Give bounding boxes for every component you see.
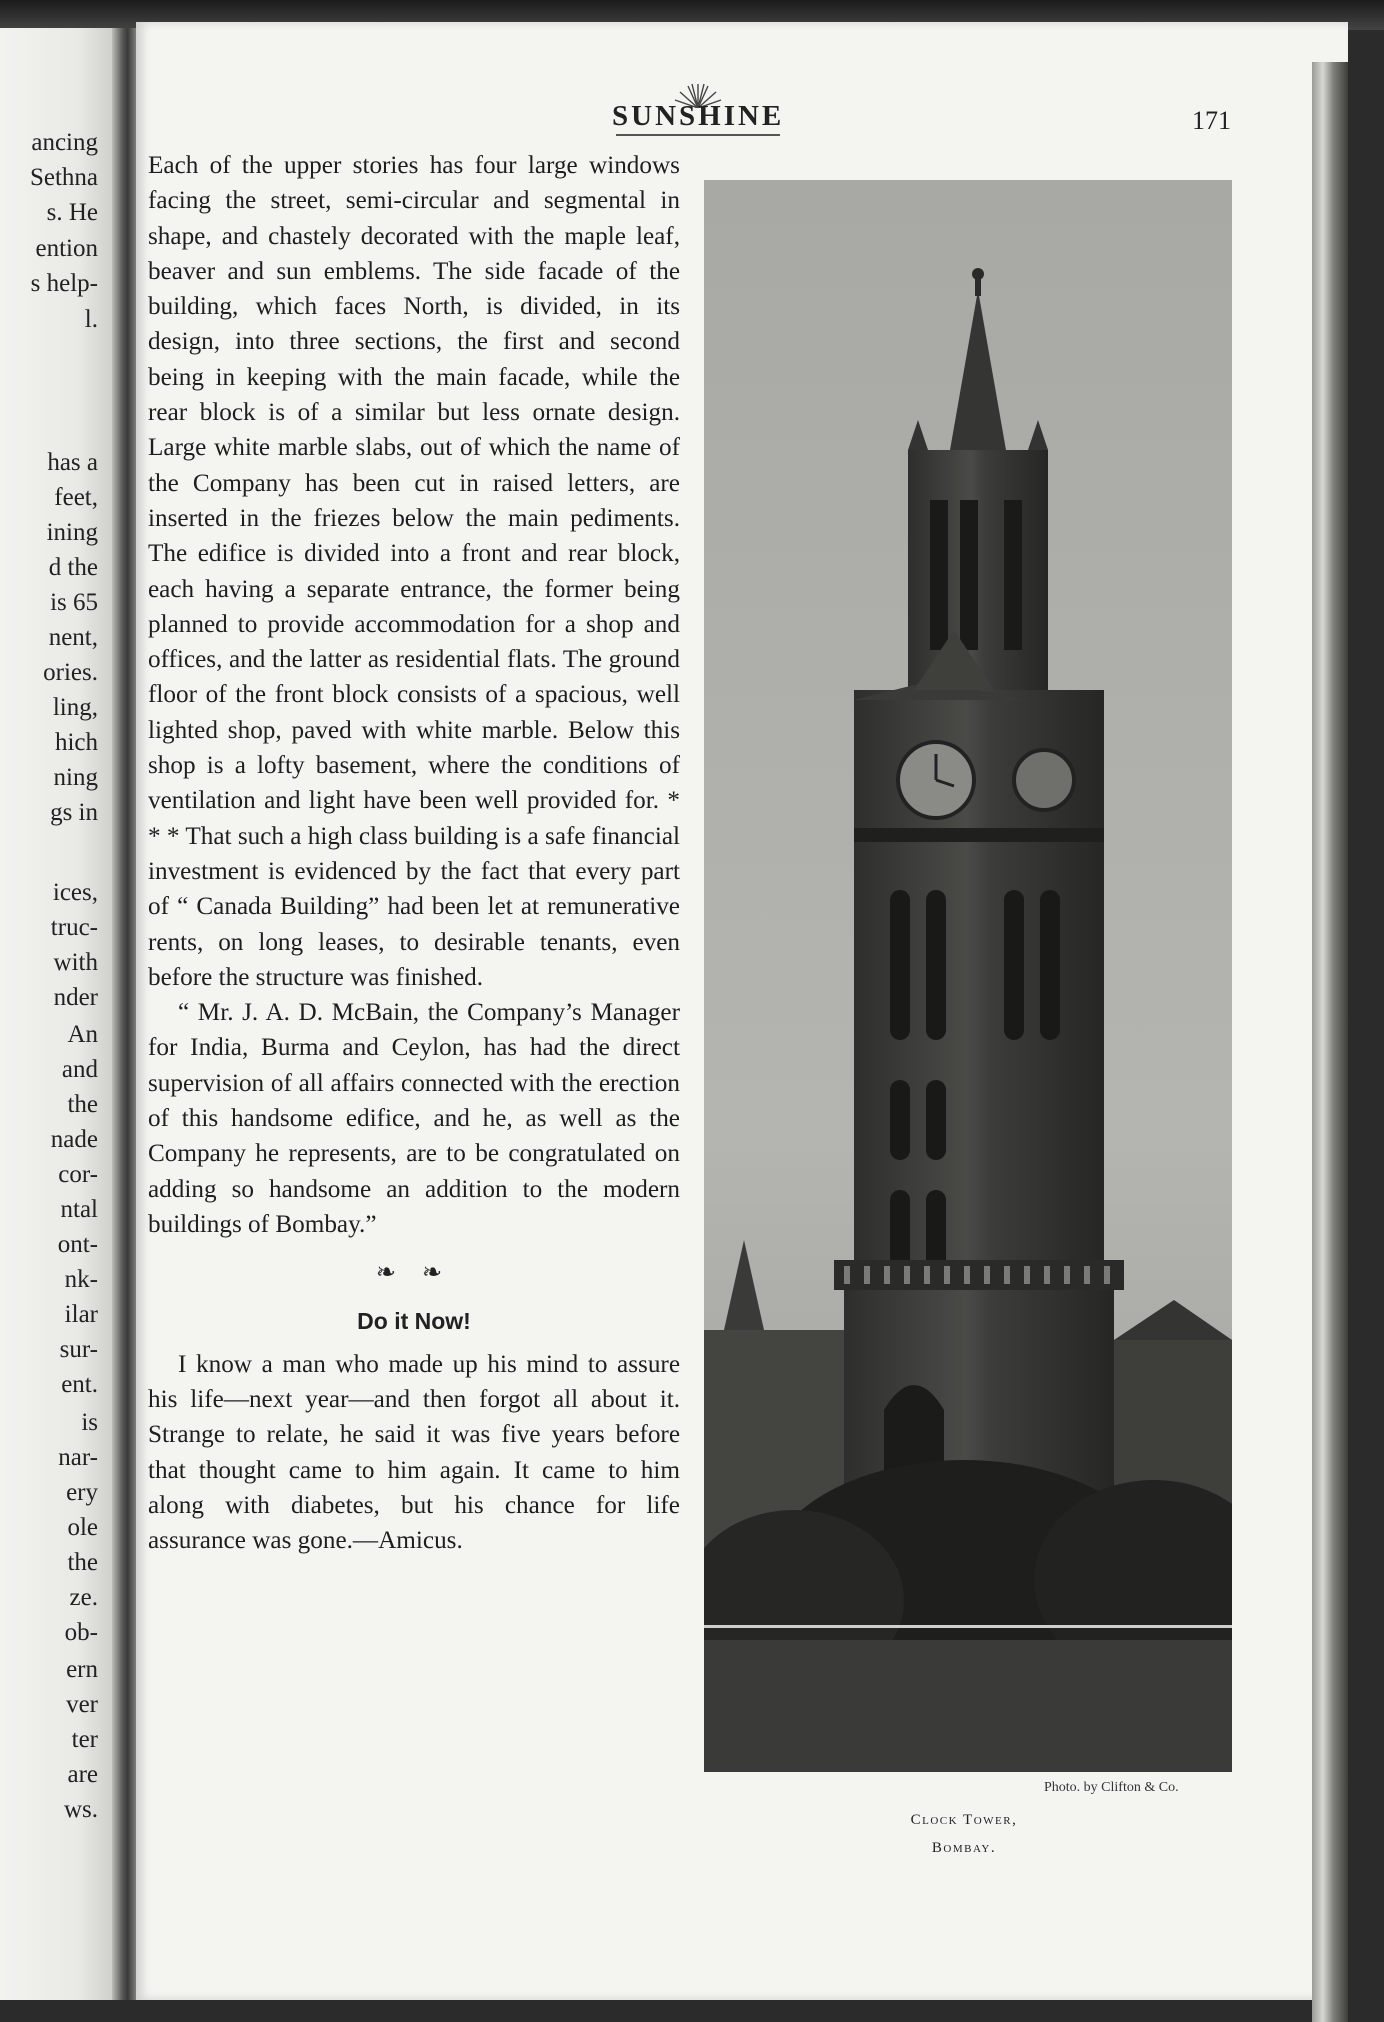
facing-page-text-fragment: is 65: [50, 589, 98, 616]
facing-page-text-fragment: nk-: [64, 1266, 98, 1293]
facing-page-text-fragment: truc-: [50, 914, 98, 941]
facing-page-text-fragment: ling,: [52, 694, 98, 721]
facing-page-text-fragment: the: [67, 1091, 98, 1118]
facing-page-text-fragment: nar-: [58, 1444, 98, 1471]
masthead-title: SUNSHINE: [612, 100, 785, 132]
facing-page-text-fragment: ories.: [43, 659, 98, 686]
facing-page-text-fragment: ning: [53, 764, 98, 791]
facing-page-text-fragment: nder: [53, 984, 98, 1011]
facing-page-text-fragment: Sethna: [29, 164, 98, 191]
figure-caption-line-1: Clock Tower,: [910, 1812, 1018, 1828]
facing-page-text-fragment: is: [81, 1409, 98, 1436]
facing-page-text-fragment: s. He: [46, 199, 98, 226]
facing-page-text-fragment: ices,: [52, 879, 98, 906]
article-paragraph-2: “ Mr. J. A. D. McBain, the Company’s Manager for India, Burma and Ceylon, has had the direct supervision of all affairs connected with the erection of this handsome edifice, and he, as well as the Company he represents, are to be congratulated on adding so handsome an addition to the modern buildings of Bombay.”: [148, 999, 680, 1238]
article-paragraph-1: Each of the upper stories has four large windows facing the street, semi-circular and segmental in shape, and chastely decorated with the maple leaf, beaver and sun emblems. The side facade of the building, which faces North, is divided, in its design, into three sections, the first and second being in keeping with the main facade, while the rear block is of a similar but less ornate design. Large white marble slabs, out of which the name of the Company has been cut in raised letters, are inserted in the friezes below the main pediments. The edifice is divided into a front and rear block, each having a separate entrance, the former being planned to provide accommodation for a shop and offices, and the latter as residential flats. The ground floor of the front block consists of a spacious, well lighted shop, paved with white marble. Below this shop is a lofty basement, where the conditions of ventilation and light have been well provided for. * * * That such a high class building is a safe financial investment is evidenced by the fact that every part of “ Canada Building” had been let at remunerative rents, on long leases, to desirable tenants, even before the structure was finished.: [148, 152, 680, 991]
facing-page-text-fragment: and: [61, 1056, 98, 1083]
book-gutter: [112, 28, 138, 2000]
facing-page-text-fragment: feet,: [54, 484, 98, 511]
facing-page-text-fragment: ention: [35, 235, 98, 262]
facing-page-text-fragment: are: [67, 1761, 98, 1788]
facing-page-text-fragment: ws.: [63, 1796, 98, 1823]
masthead: [612, 82, 784, 132]
facing-page-text-fragment: ining: [46, 519, 98, 546]
facing-page-text-fragment: hich: [54, 729, 98, 756]
section-subheading: Do it Now!: [357, 1307, 471, 1334]
page-number: 171: [1192, 106, 1231, 135]
facing-page-text-fragment: sur-: [59, 1336, 98, 1363]
article-paragraph-3: I know a man who made up his mind to assure his life—next year—and then forgot all about it. Strange to relate, he said it was five years before that thought came to him again. It came to him along with diabetes, but his chance for life assurance was gone.—Amicus.: [148, 1350, 680, 1555]
facing-page-text-fragment: ze.: [69, 1584, 98, 1611]
facing-page-text-fragment: ery: [66, 1479, 98, 1506]
clock-tower-photograph: [704, 180, 1232, 1772]
facing-page-text-fragment: ole: [67, 1514, 98, 1541]
facing-page-text-fragment: ntal: [60, 1196, 98, 1223]
facing-page-text-fragment: with: [53, 949, 98, 976]
page-stack-edge: [1312, 62, 1348, 2022]
facing-page-text-fragment: l.: [84, 306, 98, 333]
facing-page-edge: [0, 28, 112, 2000]
facing-page-text-fragment: ilar: [64, 1301, 98, 1328]
facing-page-text-fragment: ern: [66, 1656, 98, 1683]
facing-page-text-fragment: An: [67, 1021, 98, 1048]
masthead-rule: [616, 134, 780, 136]
facing-page-text-fragment: ont-: [57, 1231, 98, 1258]
facing-page-text-fragment: nent,: [48, 624, 98, 651]
facing-page-text-fragment: cor-: [58, 1161, 98, 1188]
facing-page-text-fragment: ob-: [64, 1619, 98, 1646]
figure-caption-line-2: Bombay.: [931, 1840, 997, 1856]
facing-page-text-fragment: has a: [47, 449, 98, 476]
clock-tower-illustration: [704, 180, 1232, 1772]
facing-page-text-fragment: ver: [66, 1691, 98, 1718]
facing-page-text-fragment: ter: [71, 1726, 98, 1753]
article-column: [148, 148, 680, 1559]
facing-page-text-fragment: the: [67, 1549, 98, 1576]
facing-page-text-fragment: d the: [48, 554, 98, 581]
photo-credit: Photo. by Clifton & Co.: [1044, 1780, 1179, 1795]
facing-page-text-fragment: nade: [50, 1126, 98, 1153]
facing-page-text-fragment: ent.: [61, 1371, 98, 1398]
facing-page-text-fragment: gs in: [50, 799, 98, 826]
facing-page-text-fragment: ancing: [31, 129, 98, 156]
fleuron-ornament: ❧ ❧: [375, 1260, 453, 1287]
facing-page-text-fragment: s help-: [30, 270, 98, 297]
